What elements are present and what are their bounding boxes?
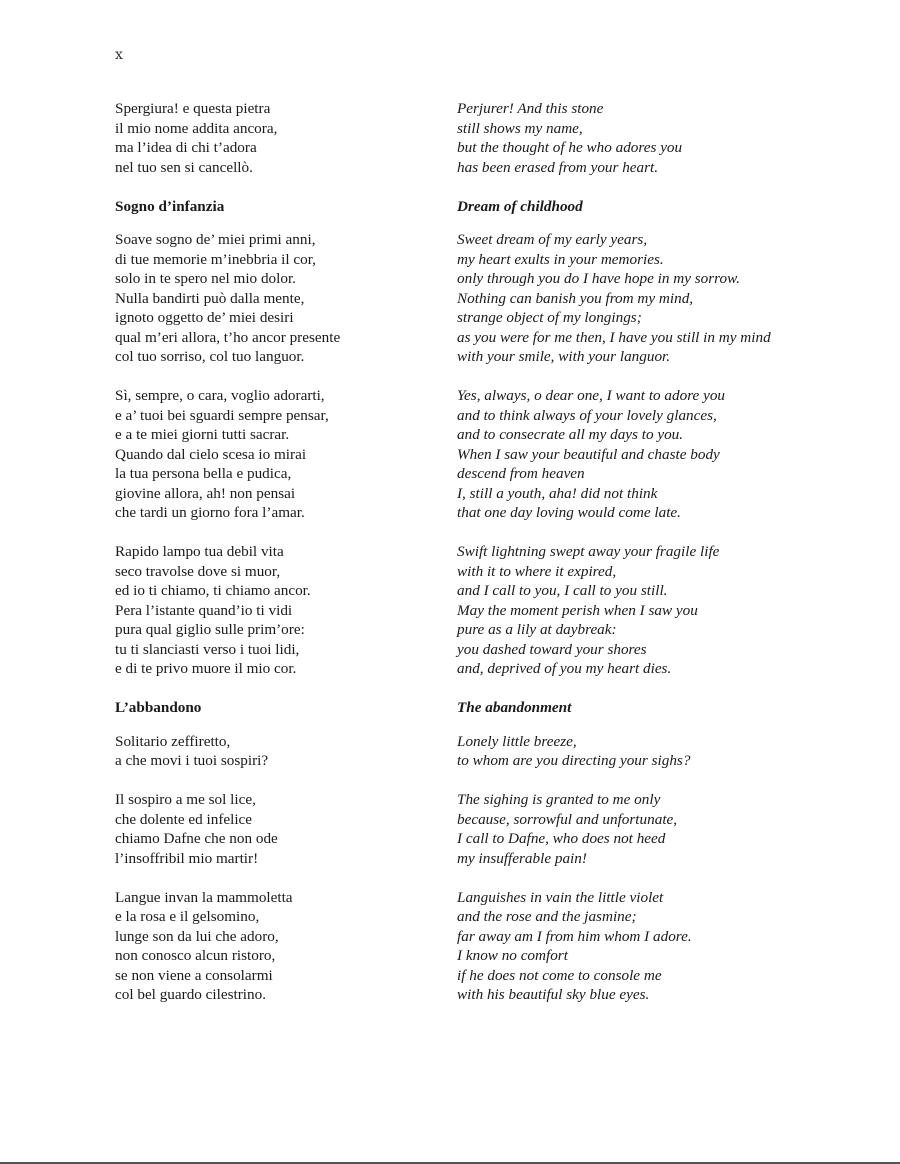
verse-line: you dashed toward your shores (457, 640, 647, 658)
verse-line: Il sospiro a me sol lice, (115, 791, 256, 808)
verse-line: il mio nome addita ancora, (115, 119, 278, 137)
italian-opening-stanza (115, 99, 425, 177)
verse-line: Lonely little breeze, (457, 732, 577, 750)
verse-line: I, still a youth, aha! did not think (457, 484, 658, 502)
abandonment-stanza-3 (457, 888, 787, 1005)
sogno-stanza-3 (115, 542, 425, 679)
verse-line: and, deprived of you my heart dies. (457, 660, 672, 677)
verse-line: seco travolse dove si muor, (115, 562, 281, 580)
verse-line: ma l’idea di chi t’adora (115, 139, 257, 156)
verse-line: Perjurer! And this stone (457, 100, 604, 117)
verse-line: la tua persona bella e pudica, (115, 465, 292, 482)
verse-line: Langue invan la mammoletta (115, 888, 293, 906)
verse-line: as you were for me then, I have you still in my mind (457, 328, 771, 346)
verse-line: still shows my name, (457, 119, 583, 137)
verse-line: but the thought of he who adores you (457, 139, 683, 156)
verse-line: lunge son da lui che adoro, (115, 927, 279, 945)
verse-line: che tardi un giorno fora l’amar. (115, 504, 305, 521)
verse-line: Nulla bandirti può dalla mente, (115, 289, 305, 307)
verse-line: a che movi i tuoi sospiri? (115, 752, 269, 769)
verse-line: and the rose and the jasmine; (457, 908, 637, 925)
verse-line: Solitario zeffiretto, (115, 732, 231, 750)
verse-line: nel tuo sen si cancellò. (115, 158, 253, 176)
verse-line: far away am I from him whom I adore. (457, 927, 692, 945)
verse-line: e a’ tuoi bei sguardi sempre pensar, (115, 406, 329, 424)
verse-line: Spergiura! e questa pietra (115, 100, 271, 117)
verse-line: with your smile, with your languor. (457, 348, 671, 365)
abandonment-stanza-2 (457, 790, 787, 868)
verse-line: se non viene a consolarmi (115, 966, 273, 984)
verse-line: Sweet dream of my early years, (457, 231, 648, 248)
verse-line: and I call to you, I call to you still. (457, 582, 668, 599)
verse-line: Sì, sempre, o cara, voglio adorarti, (115, 387, 325, 404)
verse-line: Pera l’istante quand’io ti vidi (115, 601, 293, 619)
verse-line: to whom are you directing your sighs? (457, 752, 691, 769)
verse-line: only through you do I have hope in my sorrow. (457, 270, 740, 287)
verse-line: che dolente ed infelice (115, 810, 253, 828)
abbandono-stanza-1 (115, 732, 425, 771)
verse-line: and to consecrate all my days to you. (457, 426, 684, 443)
poem-title-abandonment: The abandonment (457, 699, 572, 716)
verse-line: ignoto oggetto de’ miei desiri (115, 309, 294, 326)
page-number: x (115, 47, 124, 63)
verse-line: l’insoffribil mio martir! (115, 849, 259, 867)
verse-line: di tue memorie m’inebbria il cor, (115, 250, 316, 268)
verse-line: e di te privo muore il mio cor. (115, 660, 297, 677)
verse-line: e la rosa e il gelsomino, (115, 908, 260, 925)
verse-line: Rapido lampo tua debil vita (115, 543, 284, 560)
verse-line: my heart exults in your memories. (457, 250, 664, 268)
poem-title-sogno: Sogno d’infanzia (115, 197, 225, 215)
verse-line: strange object of my longings; (457, 309, 642, 326)
verse-line: that one day loving would come late. (457, 504, 681, 521)
verse-line: I know no comfort (457, 947, 568, 964)
dream-stanza-3 (457, 542, 787, 679)
verse-line: I call to Dafne, who does not heed (457, 830, 666, 847)
verse-line: pura qual giglio sulle prim’ore: (115, 621, 305, 638)
dream-stanza-1 (457, 230, 787, 367)
sogno-stanza-2 (115, 386, 425, 523)
verse-line: The sighing is granted to me only (457, 791, 661, 808)
verse-line: e a te miei giorni tutti sacrar. (115, 426, 290, 443)
poem-title-abbandono: L’abbandono (115, 699, 202, 716)
verse-line: has been erased from your heart. (457, 158, 659, 176)
english-opening-stanza (457, 99, 787, 177)
abbandono-stanza-3 (115, 888, 425, 1005)
verse-line: because, sorrowful and unfortunate, (457, 810, 678, 828)
english-column (457, 99, 787, 1024)
verse-line: Nothing can banish you from my mind, (457, 289, 694, 307)
verse-line: solo in te spero nel mio dolor. (115, 270, 296, 287)
verse-line: Swift lightning swept away your fragile life (457, 543, 720, 560)
verse-line: with his beautiful sky blue eyes. (457, 986, 650, 1003)
sogno-stanza-1 (115, 230, 425, 367)
verse-line: descend from heaven (457, 465, 585, 482)
verse-line: Yes, always, o dear one, I want to adore you (457, 387, 726, 404)
verse-line: Quando dal cielo scesa io mirai (115, 445, 307, 463)
verse-line: qual m’eri allora, t’ho ancor presente (115, 328, 341, 346)
poem-title-dream: Dream of childhood (457, 197, 583, 215)
italian-column (115, 99, 425, 1024)
verse-line: ed io ti chiamo, ti chiamo ancor. (115, 582, 311, 599)
verse-line: giovine allora, ah! non pensai (115, 484, 296, 502)
verse-line: col bel guardo cilestrino. (115, 986, 266, 1003)
abbandono-stanza-2 (115, 790, 425, 868)
verse-line: pure as a lily at daybreak: (457, 621, 617, 638)
verse-line: tu ti slanciasti verso i tuoi lidi, (115, 640, 300, 658)
dream-stanza-2 (457, 386, 787, 523)
verse-line: if he does not come to console me (457, 966, 662, 984)
verse-line: non conosco alcun ristoro, (115, 947, 276, 964)
verse-line: When I saw your beautiful and chaste body (457, 445, 720, 463)
verse-line: and to think always of your lovely glances, (457, 406, 717, 424)
abandonment-stanza-1 (457, 732, 787, 771)
verse-line: col tuo sorriso, col tuo languor. (115, 348, 305, 365)
verse-line: May the moment perish when I saw you (457, 601, 698, 619)
verse-line: Languishes in vain the little violet (457, 888, 664, 906)
verse-line: my insufferable pain! (457, 849, 587, 867)
verse-line: chiamo Dafne che non ode (115, 830, 278, 847)
verse-line: Soave sogno de’ miei primi anni, (115, 231, 316, 248)
verse-line: with it to where it expired, (457, 562, 617, 580)
